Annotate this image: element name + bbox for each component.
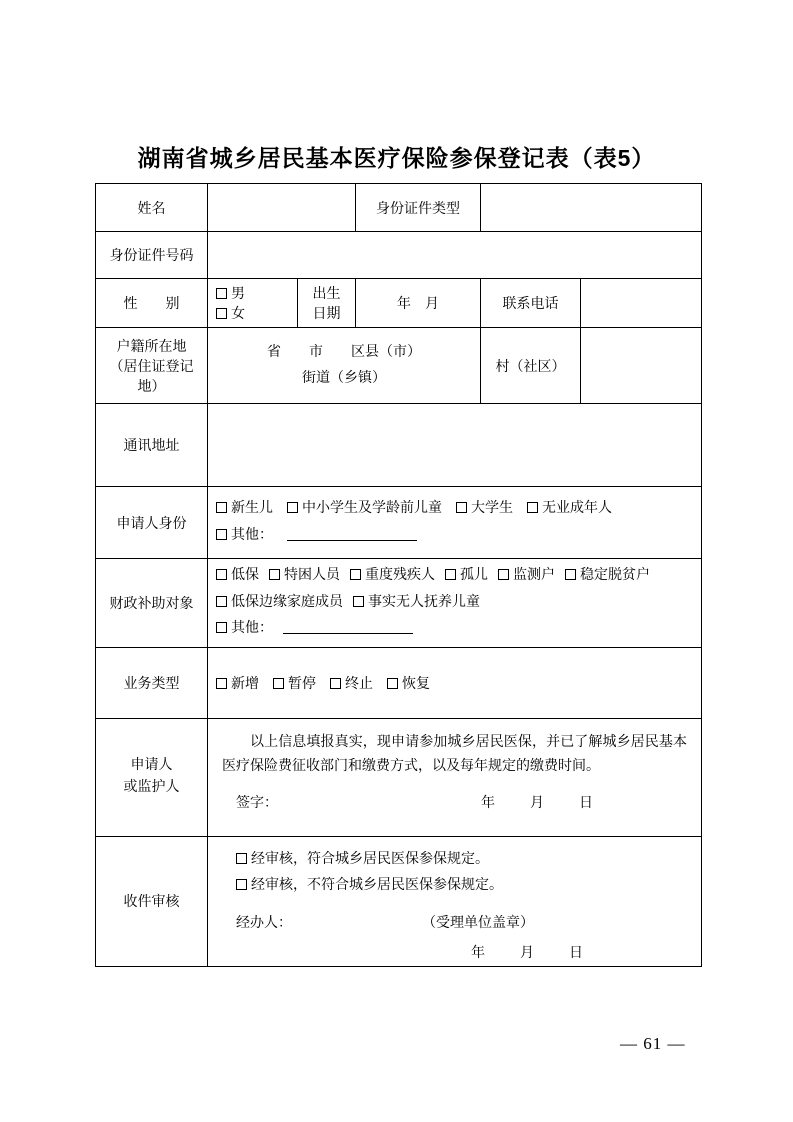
- checkbox-pause-icon[interactable]: [273, 678, 284, 689]
- option-new[interactable]: [216, 673, 259, 693]
- phone-input-cell[interactable]: [581, 279, 702, 328]
- birth-date-label: 出生日期: [298, 279, 356, 328]
- option-label: 无业成年人: [542, 500, 612, 516]
- option-female[interactable]: [216, 303, 245, 323]
- checkbox-identity-other-icon[interactable]: [216, 529, 227, 540]
- checkbox-disability-icon[interactable]: [350, 569, 361, 580]
- checkbox-poverty-lifted-icon[interactable]: [565, 569, 576, 580]
- row-applicant-declaration: [96, 718, 702, 836]
- option-orphan[interactable]: [445, 563, 488, 590]
- option-label: 中小学生及学龄前儿童: [302, 500, 442, 516]
- row-gender-birth-phone: [96, 279, 702, 328]
- option-label: 孤儿: [460, 568, 488, 583]
- option-dibao[interactable]: [216, 563, 259, 590]
- seal-label: （受理单位盖章）: [422, 915, 534, 931]
- checkbox-defacto-orphan-icon[interactable]: [353, 596, 364, 607]
- option-label: 新生儿: [231, 500, 273, 516]
- business-options-cell: [208, 647, 702, 718]
- residence-label: 户籍所在地（居住证登记地）: [96, 328, 208, 404]
- subsidy-label: 财政补助对象: [96, 559, 208, 648]
- checkbox-review-fail-icon[interactable]: [236, 879, 247, 890]
- option-newborn[interactable]: [216, 496, 273, 523]
- id-number-input-cell[interactable]: [208, 232, 702, 279]
- row-applicant-identity: [96, 487, 702, 559]
- option-review-fail[interactable]: [236, 873, 503, 900]
- identity-other-blank[interactable]: [287, 528, 417, 541]
- name-label: 姓名: [96, 184, 208, 232]
- option-defacto-orphan[interactable]: [353, 590, 480, 617]
- phone-label: 联系电话: [481, 279, 581, 328]
- option-label: 监测户: [513, 568, 555, 583]
- row-subsidy: [96, 559, 702, 648]
- option-pause[interactable]: [273, 673, 316, 693]
- declaration-cell: [208, 718, 702, 836]
- checkbox-student-icon[interactable]: [287, 502, 298, 513]
- review-date[interactable]: 年 月 日: [471, 945, 583, 961]
- signature-line: [216, 778, 693, 818]
- checkbox-male-icon[interactable]: [216, 288, 227, 299]
- option-dibao-edge[interactable]: [216, 590, 343, 617]
- village-input-cell[interactable]: [581, 328, 702, 404]
- option-monitored-household[interactable]: [498, 563, 555, 590]
- review-cell: [208, 836, 702, 966]
- option-label: 低保边缘家庭成员: [231, 594, 343, 610]
- residence-input-cell[interactable]: [208, 328, 481, 404]
- gender-label: 性 别: [96, 279, 208, 328]
- handler-label[interactable]: 经办人：: [236, 915, 292, 931]
- subsidy-options-line1: [216, 563, 693, 590]
- applicant-label: [96, 718, 208, 836]
- option-label: 重度残疾人: [365, 568, 435, 583]
- row-address: [96, 404, 702, 487]
- option-label: 暂停: [288, 676, 316, 692]
- option-label: 经审核，符合城乡居民医保参保规定。: [251, 851, 489, 867]
- address-input-cell[interactable]: [208, 404, 702, 487]
- option-student[interactable]: [287, 496, 442, 523]
- identity-options-line2: [216, 523, 693, 550]
- review-option-fail-line: [216, 873, 693, 900]
- applicant-label-line2: 或监护人: [123, 780, 180, 796]
- name-input-cell[interactable]: [208, 184, 356, 232]
- option-label: 经审核，不符合城乡居民医保参保规定。: [251, 878, 503, 894]
- checkbox-subsidy-other-icon[interactable]: [216, 622, 227, 633]
- review-option-pass-line: [216, 847, 693, 874]
- option-label: 低保: [231, 568, 259, 583]
- review-label: 收件审核: [96, 836, 208, 966]
- checkbox-female-icon[interactable]: [216, 308, 227, 319]
- declaration-text: 以上信息填报真实，现申请参加城乡居民医保，并已了解城乡居民基本医疗保险费征收部门和缴费方式，以及每年规定的缴费时间。: [222, 734, 687, 774]
- checkbox-college-icon[interactable]: [456, 502, 467, 513]
- option-tekun[interactable]: [269, 563, 340, 590]
- option-label: 终止: [345, 676, 373, 692]
- checkbox-tekun-icon[interactable]: [269, 569, 280, 580]
- option-identity-other[interactable]: [216, 523, 273, 550]
- option-label: 恢复: [402, 676, 430, 692]
- row-review: [96, 836, 702, 966]
- checkbox-dibao-edge-icon[interactable]: [216, 596, 227, 607]
- row-name: [96, 184, 702, 232]
- id-number-label: 身份证件号码: [96, 232, 208, 279]
- option-poverty-lifted[interactable]: [565, 563, 650, 590]
- row-business-type: [96, 647, 702, 718]
- option-label: 男: [231, 287, 245, 302]
- village-label: 村（社区）: [481, 328, 581, 404]
- id-type-input-cell[interactable]: [481, 184, 702, 232]
- identity-options-cell: [208, 487, 702, 559]
- signature-label[interactable]: 签字：: [236, 796, 278, 812]
- option-terminate[interactable]: [330, 673, 373, 693]
- signature-date[interactable]: 年 月 日: [481, 796, 593, 812]
- birth-date-value-cell[interactable]: 年 月: [356, 279, 481, 328]
- option-label: 新增: [231, 676, 259, 692]
- checkbox-unemployed-icon[interactable]: [527, 502, 538, 513]
- row-id-number: [96, 232, 702, 279]
- option-label: 大学生: [471, 500, 513, 516]
- gender-options-cell: [208, 279, 298, 328]
- checkbox-dibao-icon[interactable]: [216, 569, 227, 580]
- id-type-label: 身份证件类型: [356, 184, 481, 232]
- checkbox-orphan-icon[interactable]: [445, 569, 456, 580]
- checkbox-newborn-icon[interactable]: [216, 502, 227, 513]
- option-subsidy-other[interactable]: [216, 616, 273, 643]
- option-label: 其他：: [231, 621, 273, 637]
- subsidy-other-blank[interactable]: [283, 621, 413, 634]
- option-label: 事实无人抚养儿童: [368, 594, 480, 610]
- residence-line2: 街道（乡镇）: [302, 370, 386, 386]
- option-resume[interactable]: [387, 673, 430, 693]
- form-title: 湖南省城乡居民基本医疗保险参保登记表（表5）: [137, 145, 656, 171]
- residence-line1: 省 市 区县（市）: [267, 345, 421, 361]
- checkbox-new-icon[interactable]: [216, 678, 227, 689]
- option-male[interactable]: [216, 283, 245, 303]
- subsidy-options-cell: [208, 559, 702, 648]
- address-label: 通讯地址: [96, 404, 208, 487]
- registration-form-table: [95, 183, 702, 967]
- option-severe-disability[interactable]: [350, 563, 435, 590]
- handler-line: [216, 912, 693, 932]
- option-label: 女: [231, 307, 245, 322]
- option-label: 特困人员: [284, 568, 340, 583]
- business-type-label: 业务类型: [96, 647, 208, 718]
- checkbox-resume-icon[interactable]: [387, 678, 398, 689]
- identity-options-line1: [216, 496, 693, 523]
- option-college-student[interactable]: [456, 496, 513, 523]
- option-review-pass[interactable]: [236, 847, 489, 874]
- option-unemployed-adult[interactable]: [527, 496, 612, 523]
- checkbox-monitored-icon[interactable]: [498, 569, 509, 580]
- applicant-label-line1: 申请人: [130, 757, 173, 773]
- subsidy-options-line2: [216, 590, 693, 617]
- page-number: — 61 —: [620, 1034, 686, 1053]
- option-label: 稳定脱贫户: [580, 568, 650, 583]
- row-residence: [96, 328, 702, 404]
- subsidy-options-line3: [216, 616, 693, 643]
- identity-label: 申请人身份: [96, 487, 208, 559]
- checkbox-review-pass-icon[interactable]: [236, 853, 247, 864]
- checkbox-terminate-icon[interactable]: [330, 678, 341, 689]
- option-label: 其他：: [231, 527, 273, 543]
